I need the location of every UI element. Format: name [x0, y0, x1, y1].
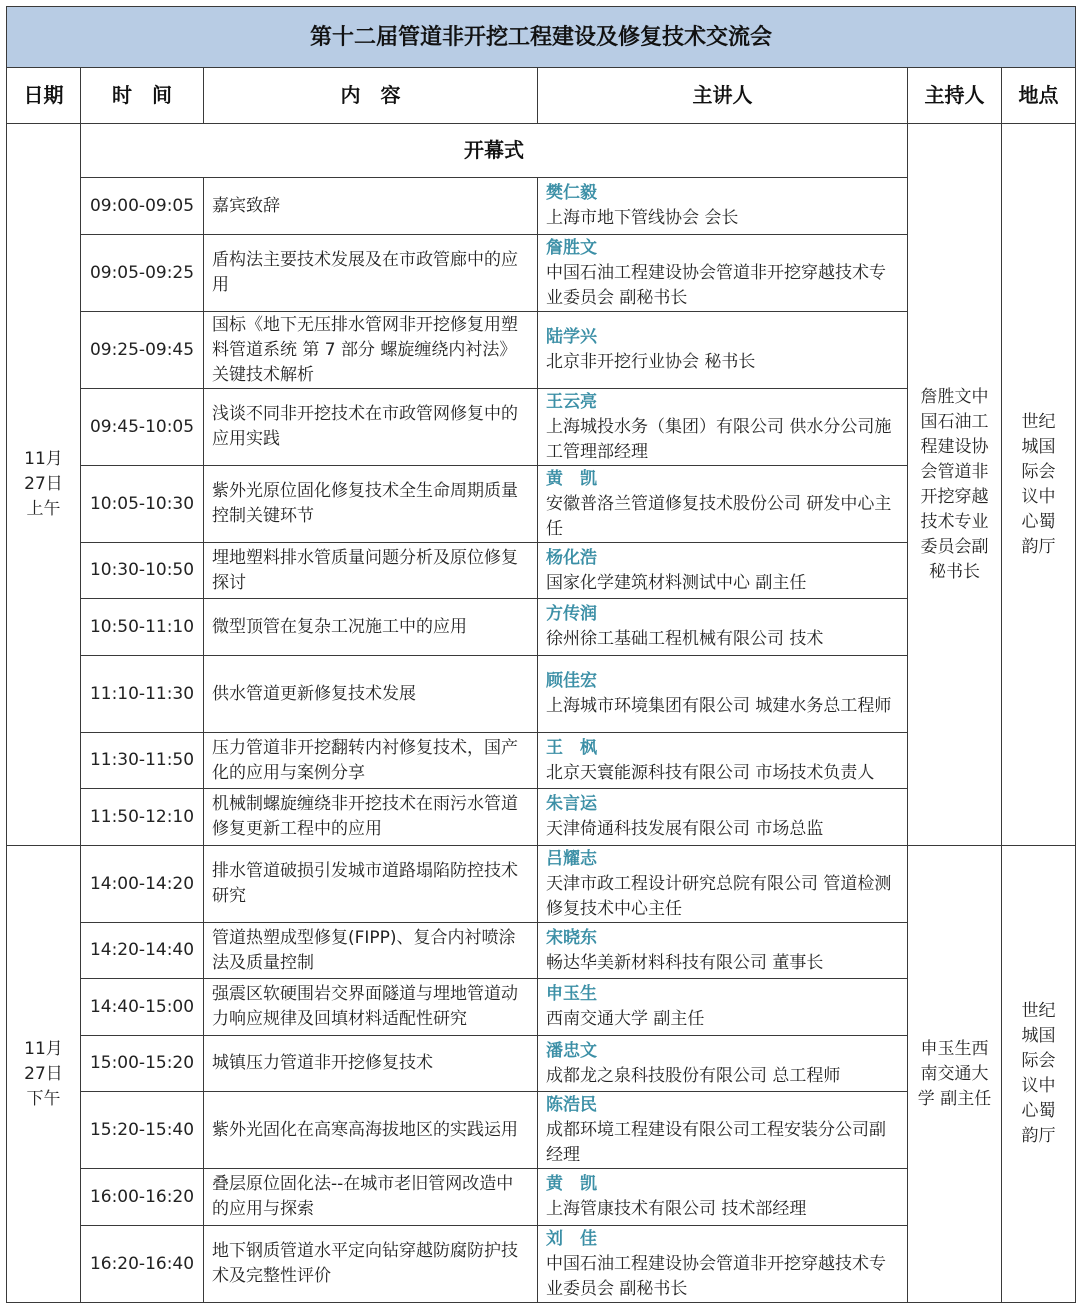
session-time: 11:10-11:30: [81, 656, 204, 733]
speaker-affiliation: 成都环境工程建设有限公司工程安装分公司副经理: [546, 1119, 886, 1165]
session-speaker-cell: [538, 599, 908, 656]
speaker-affiliation: 徐州徐工基础工程机械有限公司 技术: [546, 629, 824, 649]
session-topic: 紫外光原位固化修复技术全生命周期质量控制关键环节: [204, 466, 538, 543]
speaker-name: 黄 凯: [546, 468, 597, 489]
venue-cell-afternoon: [1002, 846, 1076, 1303]
speaker-name: 潘忠文: [546, 1040, 597, 1061]
session-speaker-cell: [538, 1092, 908, 1169]
speaker-name: 朱言运: [546, 794, 597, 814]
header-speaker: 主讲人: [538, 68, 908, 124]
speaker-name: 宋晓东: [546, 927, 597, 948]
speaker-affiliation: 国家化学建筑材料测试中心 副主任: [546, 572, 807, 593]
session-time: 16:00-16:20: [81, 1169, 204, 1226]
session-time: 10:05-10:30: [81, 466, 204, 543]
session-speaker-cell: [538, 656, 908, 733]
header-row: [7, 68, 1076, 124]
session-speaker-cell: [538, 235, 908, 312]
header-venue: 地点: [1002, 68, 1076, 124]
venue-cell-morning: [1002, 124, 1076, 846]
speaker-affiliation: 畅达华美新材料科技有限公司 董事长: [546, 952, 824, 973]
speaker-affiliation: 天津倚通科技发展有限公司 市场总监: [546, 819, 824, 839]
host-cell-afternoon: [908, 846, 1002, 1303]
speaker-name: 杨化浩: [546, 547, 597, 568]
session-time: 09:05-09:25: [81, 235, 204, 312]
session-time: 10:30-10:50: [81, 543, 204, 599]
session-time: 09:25-09:45: [81, 312, 204, 389]
speaker-affiliation: 安徽普洛兰管道修复技术股份公司 研发中心主任: [546, 493, 892, 539]
session-row: [7, 846, 1076, 923]
session-topic: 埋地塑料排水管质量问题分析及原位修复探讨: [204, 543, 538, 599]
session-time: 15:00-15:20: [81, 1036, 204, 1092]
speaker-affiliation: 中国石油工程建设协会管道非开挖穿越技术专业委员会 副秘书长: [546, 262, 886, 308]
session-topic: 强震区软硬围岩交界面隧道与埋地管道动力响应规律及回填材料适配性研究: [204, 979, 538, 1036]
session-speaker-cell: [538, 312, 908, 389]
venue-afternoon: 世纪城国际会议中心蜀韵厅: [1021, 1001, 1056, 1146]
session-speaker-cell: [538, 923, 908, 979]
session-speaker-cell: [538, 789, 908, 846]
venue-morning: 世纪城国际会议中心蜀韵厅: [1021, 411, 1056, 557]
opening-ceremony: 开幕式: [81, 124, 908, 178]
session-topic: 机械制螺旋缠绕非开挖技术在雨污水管道修复更新工程中的应用: [204, 789, 538, 846]
speaker-name: 陈浩民: [546, 1094, 597, 1115]
session-topic: 排水管道破损引发城市道路塌陷防控技术研究: [204, 846, 538, 923]
session-time: 15:20-15:40: [81, 1092, 204, 1169]
host-morning: 詹胜文中国石油工程建设协会管道非开挖穿越技术专业委员会副秘书长: [920, 386, 989, 582]
session-topic: 供水管道更新修复技术发展: [204, 656, 538, 733]
speaker-name: 王云亮: [546, 391, 597, 412]
speaker-name: 刘 佳: [546, 1228, 597, 1249]
date-cell-afternoon: [7, 846, 81, 1303]
session-time: 09:45-10:05: [81, 389, 204, 466]
speaker-name: 詹胜文: [546, 237, 597, 258]
session-topic: 浅谈不同非开挖技术在市政管网修复中的应用实践: [204, 389, 538, 466]
session-topic: 嘉宾致辞: [204, 178, 538, 235]
session-time: 14:00-14:20: [81, 846, 204, 923]
session-topic: 微型顶管在复杂工况施工中的应用: [204, 599, 538, 656]
session-speaker-cell: [538, 846, 908, 923]
speaker-name: 顾佳宏: [546, 671, 597, 691]
date-cell-morning: [7, 124, 81, 846]
header-content: 内 容: [204, 68, 538, 124]
speaker-name: 陆学兴: [546, 327, 597, 347]
session-topic: 国标《地下无压排水管网非开挖修复用塑料管道系统 第 7 部分 螺旋缠绕内衬法》关键技术解析: [204, 312, 538, 389]
session-time: 14:40-15:00: [81, 979, 204, 1036]
speaker-name: 樊仁毅: [546, 183, 597, 203]
session-topic: 压力管道非开挖翻转内衬修复技术，国产化的应用与案例分享: [204, 733, 538, 789]
session-topic: 叠层原位固化法--在城市老旧管网改造中的应用与探索: [204, 1169, 538, 1226]
speaker-name: 方传润: [546, 604, 597, 624]
host-afternoon: 申玉生西南交通大学 副主任: [917, 1038, 992, 1109]
session-time: 10:50-11:10: [81, 599, 204, 656]
speaker-name: 申玉生: [546, 984, 597, 1004]
session-time: 14:20-14:40: [81, 923, 204, 979]
date-morning: 11月27日上午: [24, 449, 63, 519]
speaker-affiliation: 成都龙之泉科技股份有限公司 总工程师: [546, 1065, 841, 1086]
session-speaker-cell: [538, 466, 908, 543]
speaker-name: 吕耀志: [546, 848, 597, 869]
session-speaker-cell: [538, 543, 908, 599]
speaker-affiliation: 北京天寰能源科技有限公司 市场技术负责人: [546, 762, 875, 783]
date-afternoon: 11月27日下午: [24, 1038, 63, 1109]
schedule-table: [6, 6, 1076, 1303]
speaker-affiliation: 天津市政工程设计研究总院有限公司 管道检测修复技术中心主任: [546, 873, 892, 919]
speaker-affiliation: 中国石油工程建设协会管道非开挖穿越技术专业委员会 副秘书长: [546, 1253, 886, 1299]
header-date: 日期: [7, 68, 81, 124]
session-topic: 地下钢质管道水平定向钻穿越防腐防护技术及完整性评价: [204, 1226, 538, 1303]
session-speaker-cell: [538, 1036, 908, 1092]
speaker-name: 黄 凯: [546, 1174, 597, 1194]
speaker-affiliation: 北京非开挖行业协会 秘书长: [546, 352, 756, 372]
session-speaker-cell: [538, 733, 908, 789]
header-host: 主持人: [908, 68, 1002, 124]
session-time: 09:00-09:05: [81, 178, 204, 235]
session-time: 11:30-11:50: [81, 733, 204, 789]
session-time: 16:20-16:40: [81, 1226, 204, 1303]
header-time: 时 间: [81, 68, 204, 124]
conference-title: 第十二届管道非开挖工程建设及修复技术交流会: [7, 7, 1076, 68]
speaker-affiliation: 上海管康技术有限公司 技术部经理: [546, 1199, 807, 1219]
session-topic: 城镇压力管道非开挖修复技术: [204, 1036, 538, 1092]
speaker-affiliation: 上海城投水务（集团）有限公司 供水分公司施工管理部经理: [546, 416, 892, 462]
session-topic: 管道热塑成型修复(FIPP)、复合内衬喷涂法及质量控制: [204, 923, 538, 979]
speaker-affiliation: 上海市地下管线协会 会长: [546, 208, 739, 228]
speaker-affiliation: 西南交通大学 副主任: [546, 1009, 705, 1029]
session-speaker-cell: [538, 389, 908, 466]
speaker-affiliation: 上海城市环境集团有限公司 城建水务总工程师: [546, 696, 892, 716]
session-topic: 紫外光固化在高寒高海拔地区的实践运用: [204, 1092, 538, 1169]
session-speaker-cell: [538, 1169, 908, 1226]
session-time: 11:50-12:10: [81, 789, 204, 846]
session-topic: 盾构法主要技术发展及在市政管廊中的应用: [204, 235, 538, 312]
session-speaker-cell: [538, 979, 908, 1036]
speaker-name: 王 枫: [546, 737, 597, 758]
session-speaker-cell: [538, 1226, 908, 1303]
session-speaker-cell: [538, 178, 908, 235]
host-cell-morning: [908, 124, 1002, 846]
